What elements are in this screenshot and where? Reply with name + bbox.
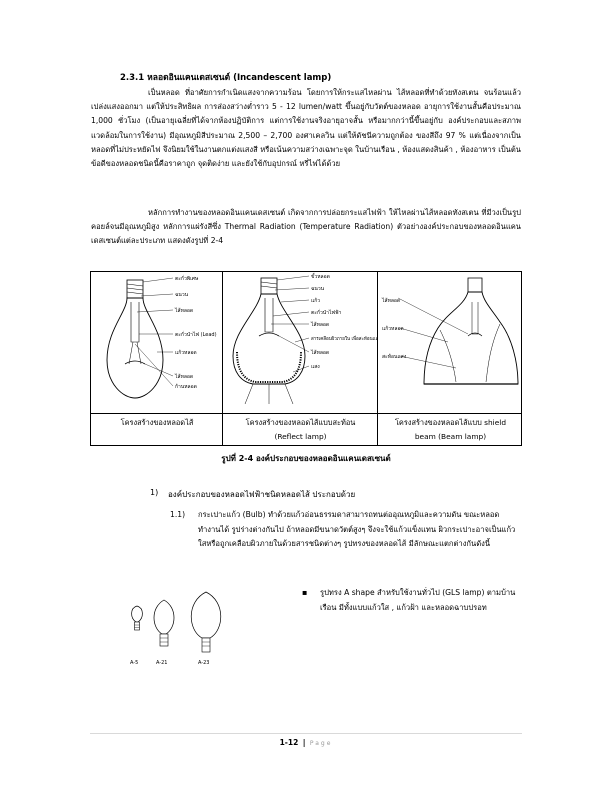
label-lead-special: ตะกั่วพิเศษ: [175, 276, 199, 282]
figure-title: รูปที่ 2-4 องค์ประกอบของหลอดอินแคนเดสเซนต์: [221, 454, 391, 463]
label-lead-wire: ตะกั่วนำไฟ (Lead): [175, 332, 217, 338]
section-heading: 2.3.1 หลอดอินแคนเดสเซนต์ (Incandescent lamp): [120, 73, 332, 83]
label-glass-beam: แก้วหลอด: [382, 326, 404, 332]
bulb-shapes-figure: [126, 584, 236, 666]
figure-table: [90, 271, 522, 446]
caption-standard-line1: โครงสร้างของหลอดไส้: [120, 418, 194, 427]
label-insulator: ฉนวน: [175, 292, 189, 298]
bulb-label-a23: A-23: [198, 660, 210, 666]
list-number: 1): [150, 488, 159, 497]
caption-beam-line1: โครงสร้างของหลอดไส้แบบ shield: [394, 418, 507, 427]
label-lead-2: ตะกั่วนำไฟฟ้า: [311, 310, 342, 316]
page-number: 1-12: [279, 738, 299, 747]
bullet-marker: ▪: [302, 588, 308, 597]
a-shape-bulbs-diagram: [126, 584, 236, 666]
paragraph-2: หลักการทำงานของหลอดอินแคนเดสเซนต์ เกิดจากการปล่อยกระแสไฟฟ้า ให้ไหลผ่านไส้หลอดทังสเตน ที่มีวงเป็นรูปคอยล์จนมีอุณหภูมิสูง หลักการแผ่รังสีซึ่ง Thermal Radiation (Temperature Radiation) ตัวอย่างองค์ประกอบของหลอดอินแคนเดสเซนต์แต่ละประเภท แสดงดังรูปที่ 2-4: [91, 208, 521, 246]
bulb-label-a5: A-5: [130, 660, 139, 666]
label-glass-2: แก้ว: [311, 298, 321, 304]
footer-divider: [90, 733, 522, 734]
page-footer: [0, 738, 612, 747]
caption-beam-bulb: [378, 416, 523, 444]
bulb-label-a21: A-21: [156, 660, 168, 666]
label-insulator-2: ฉนวน: [311, 286, 325, 292]
footer-separator: |: [302, 738, 306, 747]
list-text: องค์ประกอบของหลอดไฟฟ้าชนิดหลอดไส้ ประกอบด้วย: [168, 490, 356, 499]
caption-beam-line2: beam (Beam lamp): [414, 432, 487, 441]
label-filament-beam: ไส้หลอด: [382, 298, 401, 304]
page-word: Page: [309, 740, 333, 747]
bullet-text: รูปทรง A shape สำหรับใช้งานทั่วไป (GLS lamp) ตามบ้านเรือน มีทั้งแบบแก้วใส , แก้วฝ้า และหลอดฉาบปรอท: [320, 588, 516, 612]
caption-reflector-line1: โครงสร้างของหลอดไส้แบบสะท้อน: [245, 418, 356, 427]
label-reflect-beam: สะท้อนแสง: [382, 354, 407, 360]
label-base: ขั้วหลอด: [311, 274, 330, 280]
label-filament: ไส้หลอด: [175, 374, 194, 380]
label-stem: ก้านหลอด: [175, 384, 197, 390]
label-filament-top: ไส้หลอด: [175, 308, 194, 314]
caption-reflector-line2: (Reflect lamp): [274, 432, 327, 441]
label-light: แสง: [311, 364, 320, 370]
caption-standard-bulb: [91, 416, 223, 430]
caption-reflector-bulb: [223, 416, 378, 444]
beam-bulb-diagram: [378, 272, 522, 412]
label-filament-3: ไส้หลอด: [311, 350, 330, 356]
figure-cell-beam-bulb: [378, 272, 523, 413]
label-filament-2: ไส้หลอด: [311, 322, 330, 328]
label-reflective-coating: สารเคลือบผิวภายใน เพื่อสะท้อนแสง: [311, 337, 377, 342]
sublist-number: 1.1): [170, 510, 186, 519]
paragraph-1: เป็นหลอด ที่อาศัยการกำเนิดแสงจากความร้อน โดยการให้กระแสไหลผ่าน ไส้หลอดที่ทำด้วยทังสเตน จนร้อนแล้วเปล่งแสงออกมา แต่ให้ประสิทธิผล การส่องสว่างต่ำราว 5 - 12 lumen/watt ขึ้นอยู่กับวัตต์ของหลอด อายุการใช้งานสั้นคือประมาณ 1,000 ชั่วโมง (เป็นอายุเฉลี่ยที่ได้จากห้องปฏิบัติการ แต่การใช้งานจริงอายุอาจสั้น หรือมากกว่านี้ขึ้นอยู่กับ องค์ประกอบและสภาพแวดล้อมในการใช้งาน) มีอุณหภูมิสีประมาณ 2,500 – 2,700 องศาเคลวิน แต่ให้ดัชนีความถูกต้อง ของสีถึง 97 % แต่เนื่องจากเป็นหลอดที่ไม่ประหยัดไฟ จึงนิยมใช้ในงานตกแต่งแสงสี หรือเน้นความสว่างเฉพาะจุด ในบ้านเรือน , ห้องแสดงสินค้า , ห้องอาหาร เป็นต้น ข้อดีของหลอดชนิดนี้คือราคาถูก จุดติดง่าย และยังใช้กับอุปกรณ์ หรี่ไฟได้ด้วย: [91, 88, 521, 169]
sublist-text: กระเปาะแก้ว (Bulb) ทำด้วยแก้วอ่อนธรรมดาสามารถทนต่ออุณหภูมิและความดัน ขณะหลอดทำงานได้ รูปร่างต่างกันไป ถ้าหลอดมีขนาดวัตต์สูงๆ จึงจะใช้แก้วแข็งแทน ผิวกระเปาะอาจเป็นแก้วใสหรือถูกเคลือบผิวภายในด้วยสารชนิดต่างๆ รูปทรงของหลอดไส้ มีลักษณะแตกต่างกันดังนี้: [198, 510, 516, 548]
label-glass: แก้วหลอด: [175, 350, 197, 356]
